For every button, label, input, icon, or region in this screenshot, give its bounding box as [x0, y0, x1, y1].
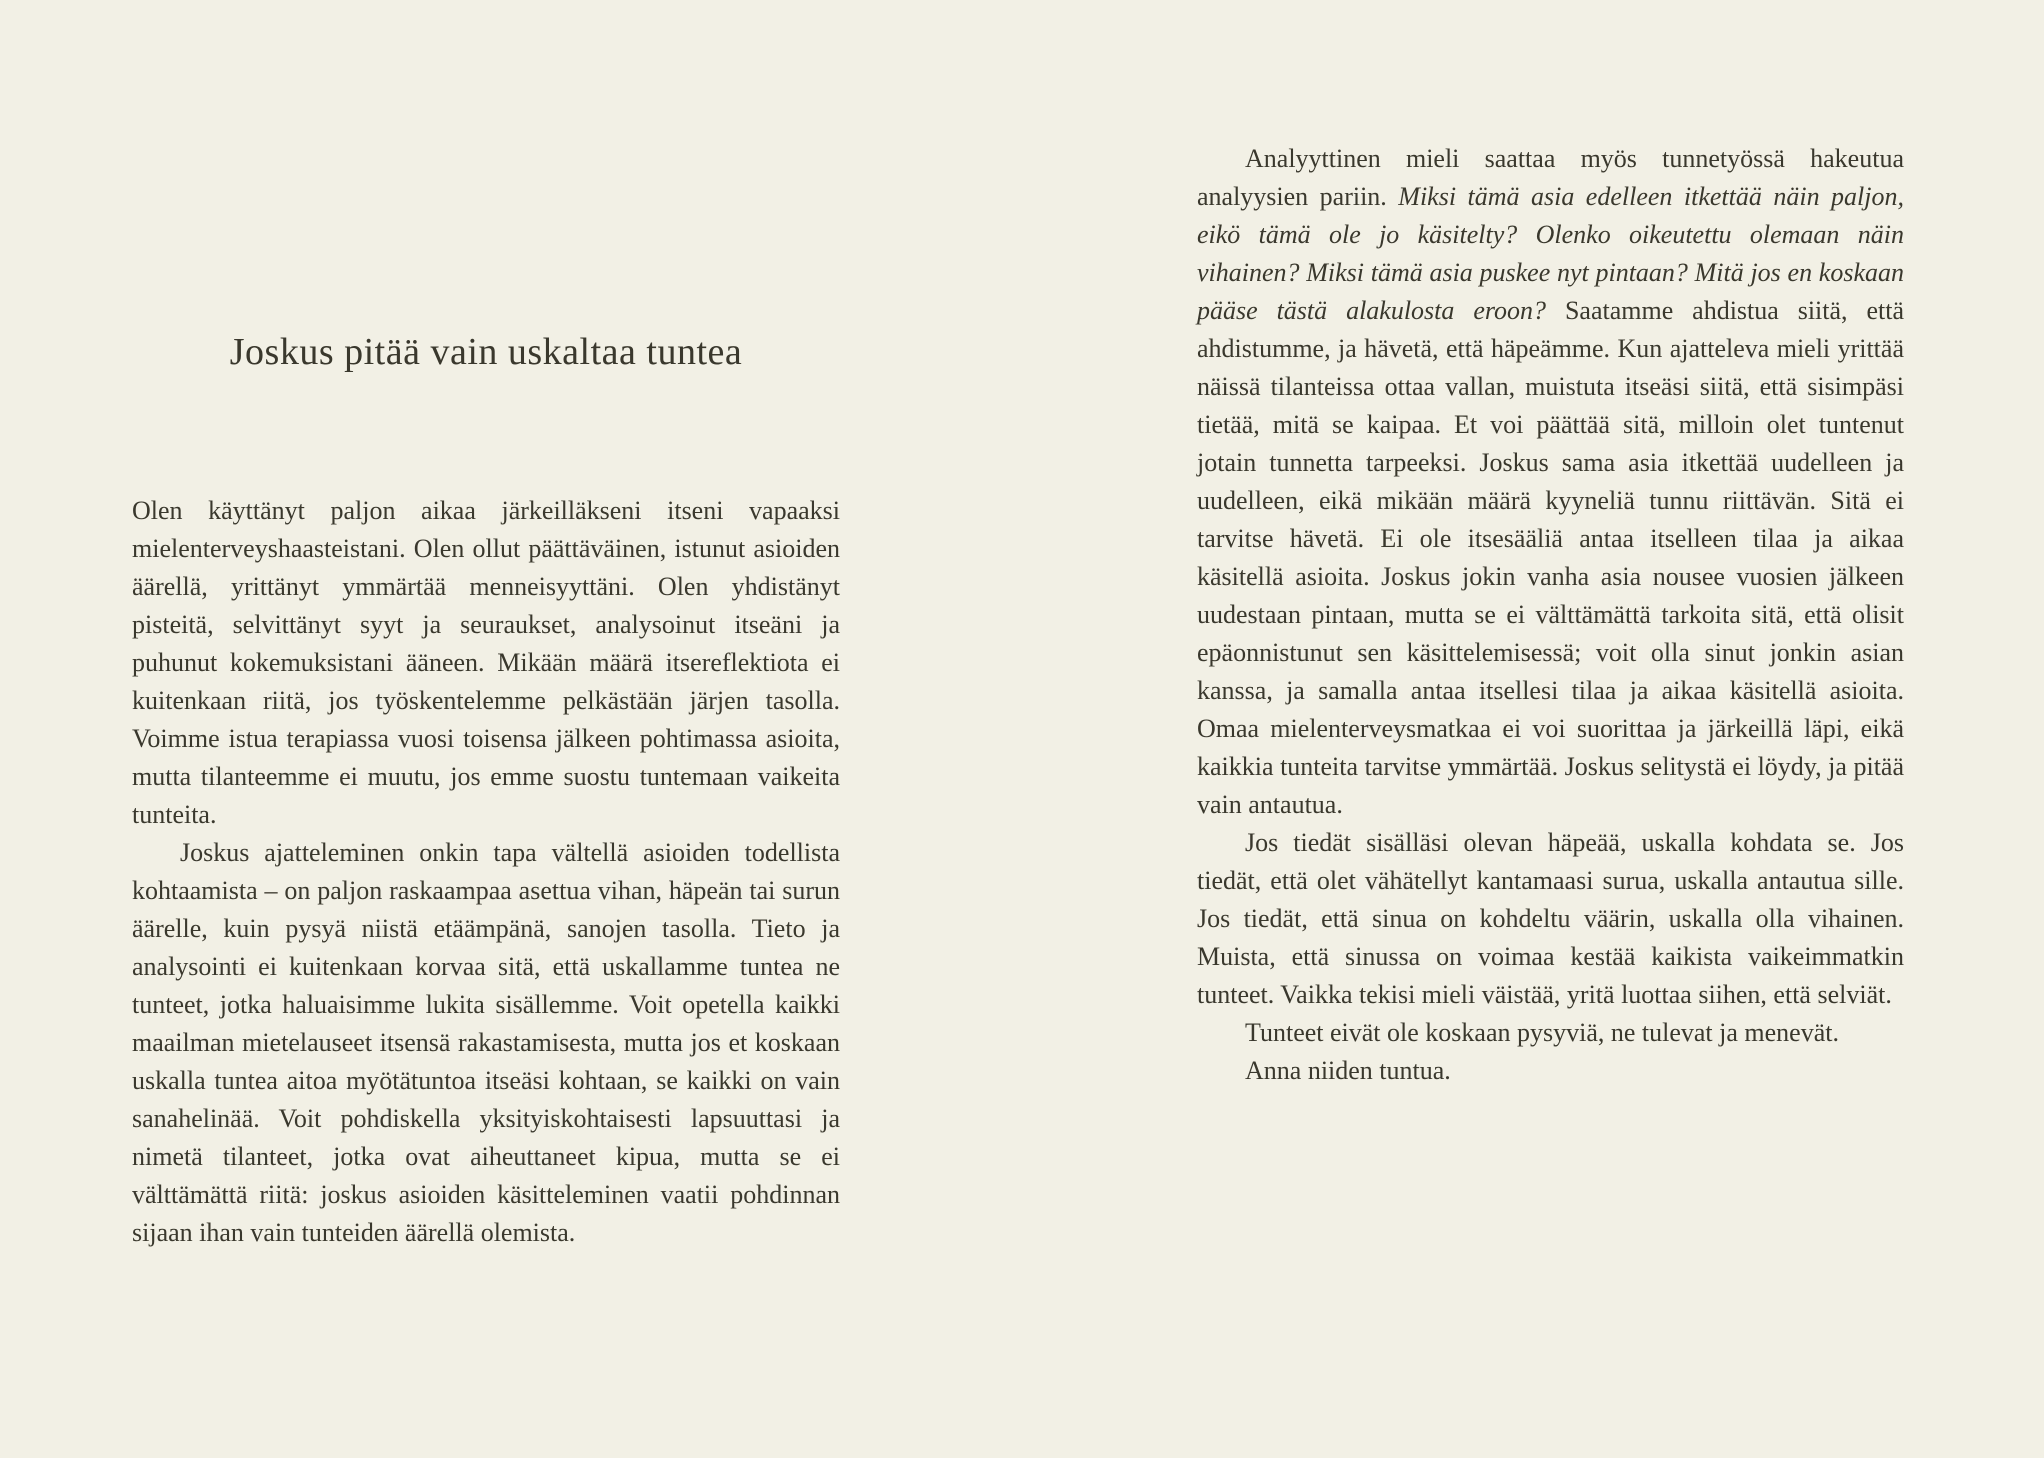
right-page-body	[1197, 140, 1904, 1090]
text-segment: Analyyttinen mieli saattaa myös tunnetyössä hakeutua analyysien pariin.	[1197, 144, 1904, 211]
paragraph	[1197, 1014, 1904, 1052]
paragraph	[1197, 140, 1904, 824]
paragraph	[1197, 1052, 1904, 1090]
text-segment: Olen käyttänyt paljon aikaa järkeilläkseni itseni vapaaksi mielenterveyshaasteistani. Olen ollut päättäväinen, istunut asioiden äärellä, yrittänyt ymmärtää menneisyyttäni. Olen yhdistänyt pisteitä, selvittänyt syyt ja seuraukset, analysoinut itseäni ja puhunut kokemuksistani ääneen. Mikään määrä itsereflektiota ei kuitenkaan riitä, jos työskentelemme pelkästään järjen tasolla. Voimme istua terapiassa vuosi toisensa jälkeen pohtimassa asioita, mutta tilanteemme ei muutu, jos emme suostu tuntemaan vaikeita tunteita.	[132, 496, 840, 829]
text-segment: Saatamme ahdistua siitä, että ahdistumme, ja hävetä, että häpeämme. Kun ajatteleva mieli yrittää näissä tilanteissa ottaa vallan, muistuta itseäsi siitä, että sisimpäsi tietää, mitä se kaipaa. Et voi päättää sitä, milloin olet tuntenut jotain tunnetta tarpeeksi. Joskus sama asia itkettää uudelleen ja uudelleen, eikä mikään määrä kyyneliä tunnu riittävän. Sitä ei tarvitse hävetä. Ei ole itsesääliä antaa itselleen tilaa ja aikaa käsitellä asioita. Joskus jokin vanha asia nousee vuosien jälkeen uudestaan pintaan, mutta se ei välttämättä tarkoita sitä, että olisit epäonnistunut sen käsittelemisessä; voit olla sinut jonkin asian kanssa, ja samalla antaa itsellesi tilaa ja aikaa käsitellä asioita. Omaa mielenterveysmatkaa ei voi suorittaa ja järkeillä läpi, eikä kaikkia tunteita tarvitse ymmärtää. Joskus selitystä ei löydy, ja pitää vain antautua.	[1197, 296, 1904, 819]
chapter-title: Joskus pitää vain uskaltaa tuntea	[229, 331, 743, 373]
italic-text-segment: Miksi tämä asia edelleen itkettää näin paljon, eikö tämä ole jo käsitelty? Olenko oikeutettu olemaan näin vihainen? Miksi tämä asia puskee nyt pintaan? Mitä jos en koskaan pääse tästä alakulosta eroon?	[1197, 182, 1904, 325]
paragraph	[132, 834, 840, 1252]
right-page	[1022, 0, 2044, 1458]
text-segment: Jos tiedät sisälläsi olevan häpeää, uskalla kohdata se. Jos tiedät, että olet vähätellyt kantamaasi surua, uskalla antautua sille. Jos tiedät, että sinua on kohdeltu väärin, uskalla olla vihainen. Muista, että sinussa on voimaa kestää kaikista vaikeimmatkin tunteet. Vaikka tekisi mieli väistää, yritä luottaa siihen, että selviät.	[1197, 828, 1904, 1009]
paragraph	[132, 492, 840, 834]
text-segment: Joskus ajatteleminen onkin tapa vältellä asioiden todellista kohtaamista – on paljon raskaampaa asettua vihan, häpeän tai surun äärelle, kuin pysyä niistä etäämpänä, sanojen tasolla. Tieto ja analysointi ei kuitenkaan korvaa sitä, että uskallamme tuntea ne tunteet, jotka haluaisimme lukita sisällemme. Voit opetella kaikki maailman mietelauseet itsensä rakastamisesta, mutta jos et koskaan uskalla tuntea aitoa myötätuntoa itseäsi kohtaan, se kaikki on vain sanahelinää. Voit pohdiskella yksityiskohtaisesti lapsuuttasi ja nimetä tilanteet, jotka ovat aiheuttaneet kipua, mutta se ei välttämättä riitä: joskus asioiden käsitteleminen vaatii pohdinnan sijaan ihan vain tunteiden äärellä olemista.	[132, 838, 840, 1247]
paragraph	[1197, 824, 1904, 1014]
left-page-body	[132, 492, 840, 1252]
text-segment: Tunteet eivät ole koskaan pysyviä, ne tulevat ja menevät.	[1245, 1018, 1839, 1047]
text-segment: Anna niiden tuntua.	[1245, 1056, 1451, 1085]
